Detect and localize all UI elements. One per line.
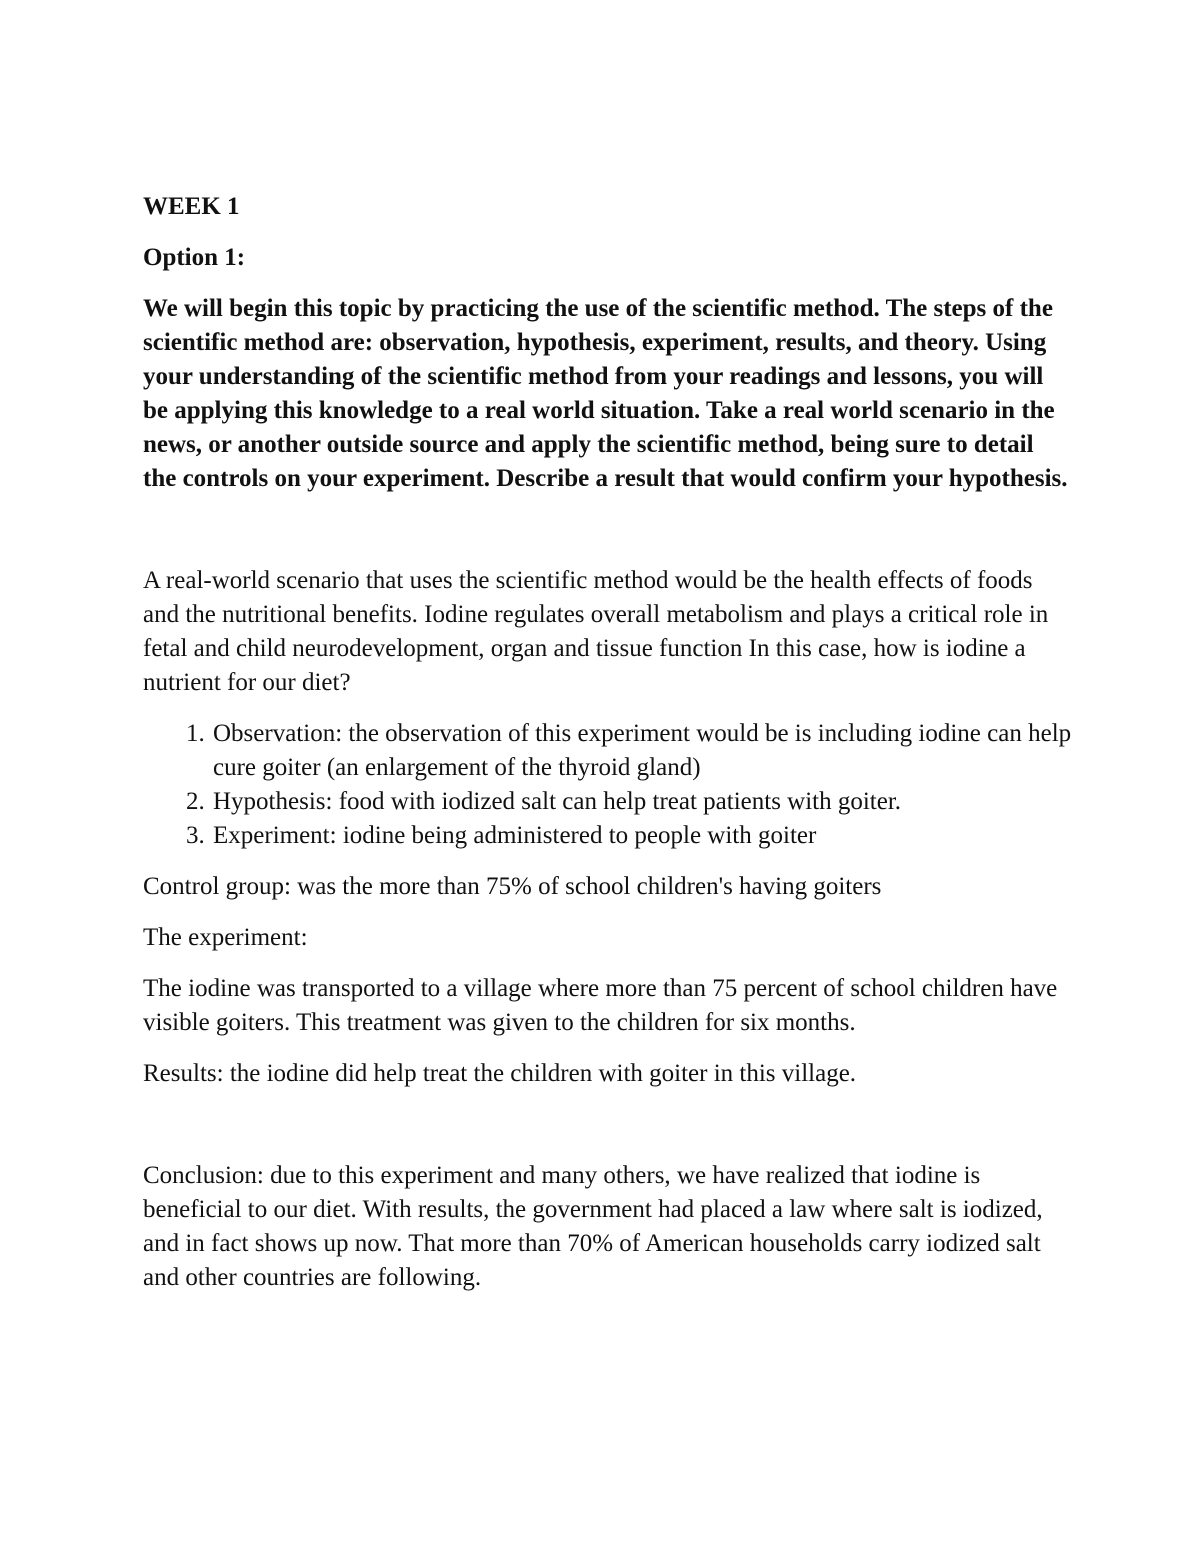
experiment-paragraph: The iodine was transported to a village where more than 75 percent of school children have visible goiters. This treatment was given to the children for six months. bbox=[143, 975, 1058, 1036]
results-paragraph: Results: the iodine did help treat the children with goiter in this village. bbox=[143, 1060, 857, 1087]
experiment-heading: The experiment: bbox=[143, 924, 308, 951]
document-body bbox=[143, 190, 1073, 1312]
week-heading: WEEK 1 bbox=[143, 193, 240, 220]
step-observation: 1. Observation: the observation of this experiment would be is including iodine can help cure goiter (an enlargement of the thyroid gland) bbox=[211, 717, 1073, 785]
conclusion-paragraph: Conclusion: due to this experiment and many others, we have realized that iodine is beneficial to our diet. With results, the government had placed a law where salt is iodized, and in fact shows up now. That more than 70% of American households carry iodized salt and other countries are following. bbox=[143, 1162, 1043, 1291]
control-group-paragraph: Control group: was the more than 75% of school children's having goiters bbox=[143, 873, 882, 900]
option-heading: Option 1: bbox=[143, 244, 246, 271]
intro-paragraph: A real-world scenario that uses the scientific method would be the health effects of foods and the nutritional benefits. Iodine regulates overall metabolism and plays a critical role in fetal and child neurodevelopment, organ and tissue function In this case, how is iodine a nutrient for our diet? bbox=[143, 567, 1049, 696]
step-hypothesis: 2. Hypothesis: food with iodized salt can help treat patients with goiter. bbox=[211, 785, 1073, 819]
assignment-prompt: We will begin this topic by practicing the use of the scientific method. The steps of the scientific method are: observation, hypothesis, experiment, results, and theory. Using your understanding of the scientific method from your readings and lessons, you will be applying this knowledge to a real world situation. Take a real world scenario in the news, or another outside source and apply the scientific method, being sure to detail the controls on your experiment. Describe a result that would confirm your hypothesis. bbox=[143, 295, 1068, 492]
scientific-method-steps bbox=[143, 717, 1073, 853]
step-experiment: 3. Experiment: iodine being administered to people with goiter bbox=[211, 819, 1073, 853]
